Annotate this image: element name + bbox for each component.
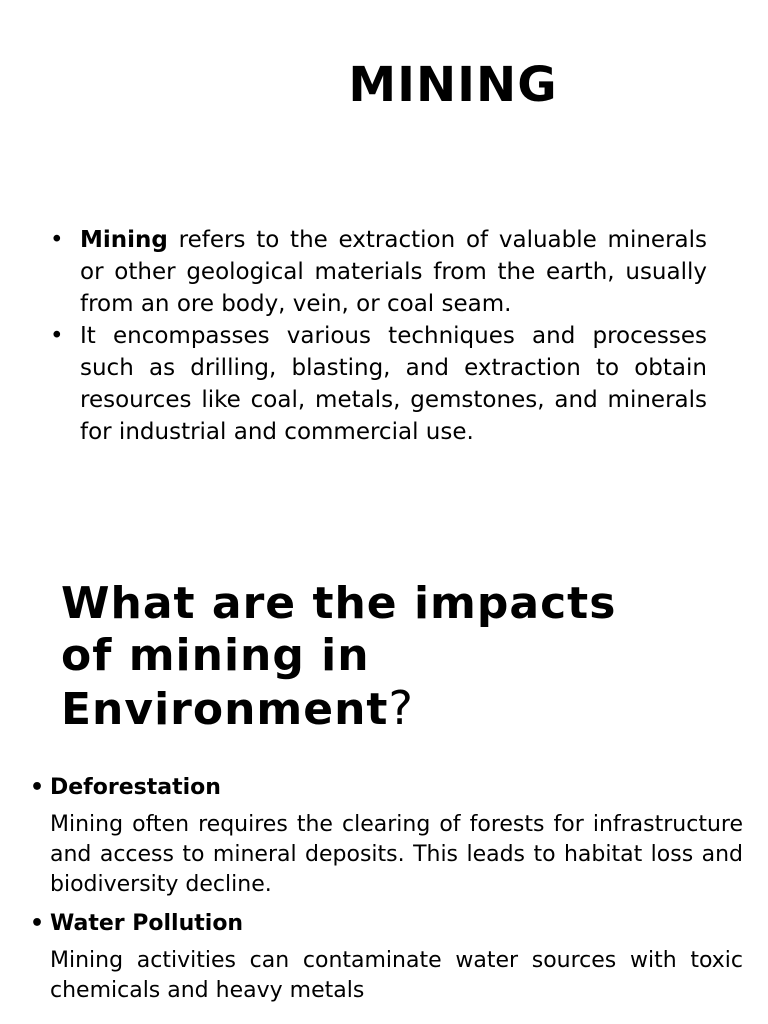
impact-heading-deforestation xyxy=(30,770,743,806)
impact-heading-water-pollution xyxy=(30,906,743,942)
page-title: MINING xyxy=(348,57,558,113)
heading-line-1: What are the impacts xyxy=(61,578,617,629)
bullet-icon: • xyxy=(30,911,45,936)
intro-bullet-lead: Mining xyxy=(80,227,168,253)
impact-body-water-pollution: Mining activities can contaminate water sources with toxic chemicals and heavy metals xyxy=(50,948,743,1003)
intro-bullet-2 xyxy=(50,320,707,448)
impact-heading-text: Deforestation xyxy=(50,775,221,800)
impact-heading-text: Water Pollution xyxy=(50,911,244,936)
heading-line-2: of mining in xyxy=(61,630,370,681)
question-mark: ? xyxy=(388,681,414,735)
section-heading xyxy=(61,578,701,736)
intro-bullet-1 xyxy=(50,224,707,320)
impact-body-deforestation: Mining often requires the clearing of forests for infrastructure and access to mineral deposits. This leads to habitat loss and biodiversity decline. xyxy=(50,812,743,897)
bullet-icon: • xyxy=(50,323,64,349)
heading-line-3 xyxy=(61,682,701,736)
intro-bullet-text: refers to the extraction of valuable minerals or other geological materials from the earth, usually from an ore body, vein, or coal seam. xyxy=(80,227,707,317)
bullet-icon: • xyxy=(30,775,45,800)
intro-bullet-text: It encompasses various techniques and processes such as drilling, blasting, and extraction to obtain resources like coal, metals, gemstones, and minerals for industrial and commercial use. xyxy=(80,323,707,445)
bullet-icon: • xyxy=(50,227,64,253)
impacts-list xyxy=(30,770,743,1012)
heading-word: Environment xyxy=(61,684,389,735)
intro-bullet-list xyxy=(50,224,707,448)
